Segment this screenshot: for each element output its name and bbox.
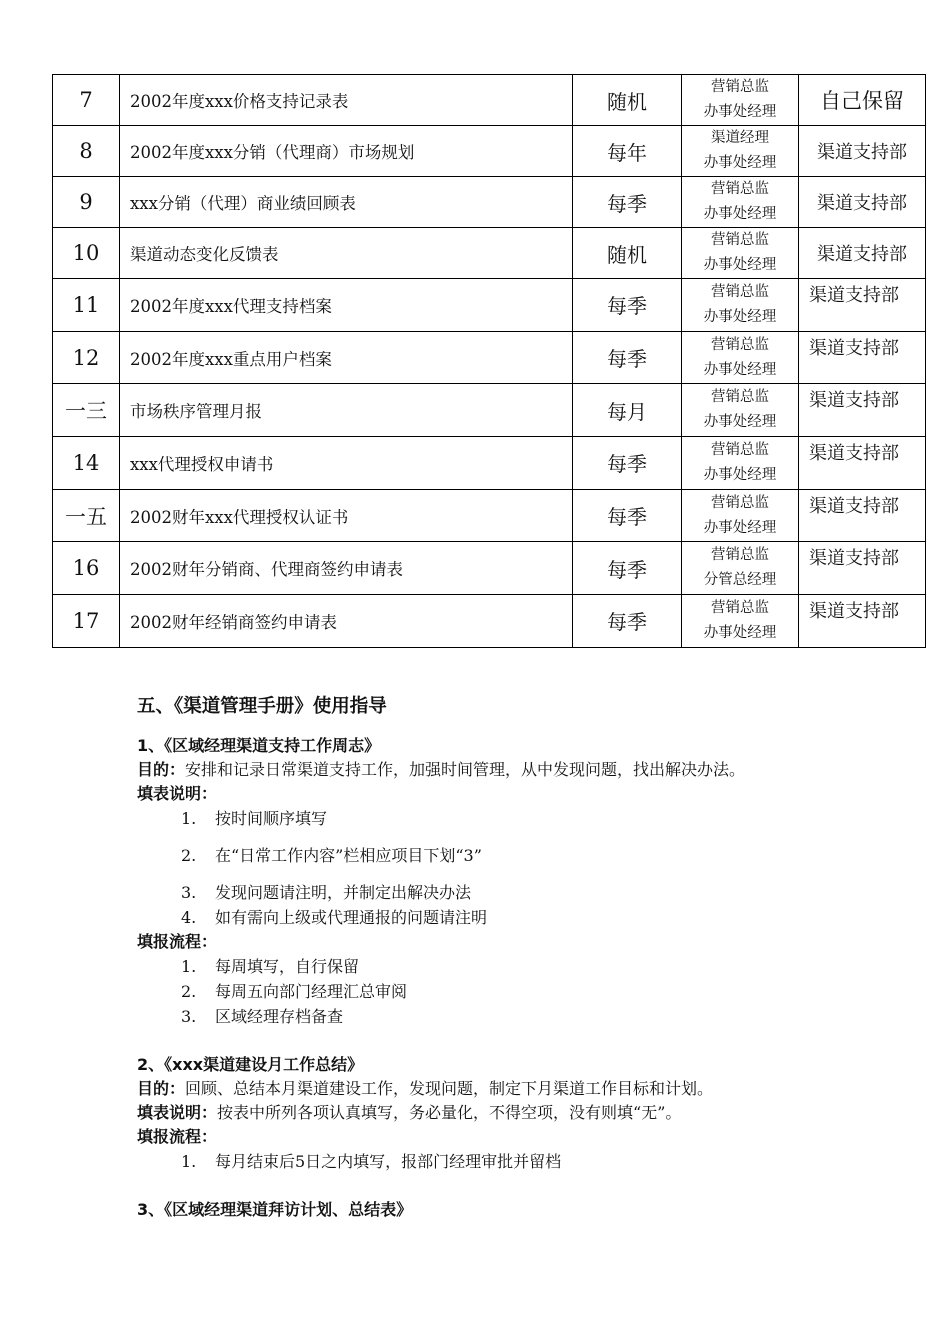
flow-label: 填报流程： — [137, 1127, 218, 1146]
custodian: 渠道支持部 — [799, 228, 926, 279]
approvers — [682, 437, 799, 490]
frequency: 每季 — [573, 177, 682, 228]
approver-1: 营销总监 — [711, 547, 769, 564]
approver-1: 营销总监 — [711, 79, 769, 95]
approver-1: 营销总监 — [711, 336, 769, 353]
approvers — [682, 75, 799, 126]
approver-2: 分管总经理 — [703, 572, 777, 589]
approver-1: 营销总监 — [711, 494, 769, 511]
form-name: 2002财年经销商签约申请表 — [120, 595, 573, 648]
table-row — [53, 384, 926, 437]
table-row — [53, 437, 926, 490]
approvers — [682, 489, 799, 542]
form-name: 2002年度xxx代理支持档案 — [120, 279, 573, 332]
usage-guide-section — [137, 692, 917, 1222]
custodian: 渠道支持部 — [799, 595, 926, 648]
row-number: 17 — [53, 595, 120, 648]
flow-item: 3. 区域经理存档备查 — [181, 1007, 344, 1026]
approvers — [682, 126, 799, 177]
frequency: 每季 — [573, 489, 682, 542]
flow-label: 填报流程： — [137, 932, 218, 951]
table-row — [53, 331, 926, 384]
custodian: 渠道支持部 — [799, 384, 926, 437]
purpose-text: 安排和记录日常渠道支持工作，加强时间管理，从中发现问题，找出解决办法。 — [185, 760, 746, 779]
frequency: 每季 — [573, 331, 682, 384]
custodian: 渠道支持部 — [799, 177, 926, 228]
custodian: 渠道支持部 — [799, 331, 926, 384]
forms-table — [52, 74, 926, 648]
custodian: 渠道支持部 — [799, 437, 926, 490]
approvers — [682, 177, 799, 228]
form-name: 2002年度xxx重点用户档案 — [120, 331, 573, 384]
approver-2: 办事处经理 — [703, 104, 777, 120]
approver-2: 办事处经理 — [703, 466, 777, 483]
approver-1: 营销总监 — [711, 181, 769, 197]
frequency: 每月 — [573, 384, 682, 437]
table-row — [53, 542, 926, 595]
frequency: 每年 — [573, 126, 682, 177]
form-name: xxx分销（代理）商业绩回顾表 — [120, 177, 573, 228]
approver-1: 营销总监 — [711, 599, 769, 616]
row-number: 11 — [53, 279, 120, 332]
forms-table-body — [53, 75, 926, 648]
frequency: 每季 — [573, 595, 682, 648]
approver-1: 营销总监 — [711, 232, 769, 248]
row-number: 16 — [53, 542, 120, 595]
custodian: 渠道支持部 — [799, 279, 926, 332]
approvers — [682, 331, 799, 384]
approver-2: 办事处经理 — [703, 206, 777, 222]
approver-2: 办事处经理 — [703, 624, 777, 641]
table-row — [53, 75, 926, 126]
subsection-2-purpose — [137, 1077, 917, 1101]
approvers — [682, 542, 799, 595]
approver-1: 营销总监 — [711, 389, 769, 406]
fill-text: 按表中所列各项认真填写，务必量化，不得空项，没有则填“无”。 — [217, 1103, 682, 1122]
approvers — [682, 279, 799, 332]
form-name: xxx代理授权申请书 — [120, 437, 573, 490]
approver-1: 营销总监 — [711, 283, 769, 300]
frequency: 每季 — [573, 437, 682, 490]
approver-2: 办事处经理 — [703, 257, 777, 273]
approver-2: 办事处经理 — [703, 155, 777, 171]
approver-2: 办事处经理 — [703, 361, 777, 378]
row-number: 8 — [53, 126, 120, 177]
row-number: 一五 — [53, 489, 120, 542]
row-number: 一三 — [53, 384, 120, 437]
form-name: 2002年度xxx分销（代理商）市场规划 — [120, 126, 573, 177]
row-number: 7 — [53, 75, 120, 126]
fill-instructions-label: 填表说明： — [137, 1103, 218, 1122]
table-row — [53, 489, 926, 542]
approvers — [682, 384, 799, 437]
frequency: 每季 — [573, 542, 682, 595]
flow-item: 2. 每周五向部门经理汇总审阅 — [181, 982, 408, 1001]
flow-item: 1. 每周填写，自行保留 — [181, 957, 360, 976]
approver-1: 渠道经理 — [711, 130, 769, 146]
purpose-label: 目的： — [137, 1079, 186, 1098]
table-row — [53, 177, 926, 228]
subsection-2-fill — [137, 1101, 917, 1125]
form-name: 2002财年xxx代理授权认证书 — [120, 489, 573, 542]
row-number: 9 — [53, 177, 120, 228]
fill-item: 2. 在“日常工作内容”栏相应项目下划“3” — [181, 846, 482, 865]
table-row — [53, 228, 926, 279]
approvers — [682, 228, 799, 279]
row-number: 14 — [53, 437, 120, 490]
table-row — [53, 279, 926, 332]
approver-2: 办事处经理 — [703, 519, 777, 536]
subsection-3-title: 3、《区域经理渠道拜访计划、总结表》 — [137, 1200, 413, 1219]
approver-1: 营销总监 — [711, 441, 769, 458]
custodian: 渠道支持部 — [799, 126, 926, 177]
approver-2: 办事处经理 — [703, 308, 777, 325]
frequency: 随机 — [573, 75, 682, 126]
purpose-label: 目的： — [137, 760, 186, 779]
section-title: 五、《渠道管理手册》使用指导 — [137, 696, 387, 717]
row-number: 10 — [53, 228, 120, 279]
row-number: 12 — [53, 331, 120, 384]
fill-item: 4. 如有需向上级或代理通报的问题请注明 — [181, 908, 488, 927]
fill-item: 1. 按时间顺序填写 — [181, 809, 328, 828]
form-name: 2002财年分销商、代理商签约申请表 — [120, 542, 573, 595]
table-row — [53, 126, 926, 177]
fill-item: 3. 发现问题请注明，并制定出解决办法 — [181, 883, 472, 902]
custodian: 渠道支持部 — [799, 542, 926, 595]
table-row — [53, 595, 926, 648]
form-name: 2002年度xxx价格支持记录表 — [120, 75, 573, 126]
custodian: 渠道支持部 — [799, 489, 926, 542]
form-name: 渠道动态变化反馈表 — [120, 228, 573, 279]
custodian: 自己保留 — [799, 75, 926, 126]
frequency: 随机 — [573, 228, 682, 279]
purpose-text: 回顾、总结本月渠道建设工作，发现问题，制定下月渠道工作目标和计划。 — [185, 1079, 714, 1098]
subsection-2-title: 2、《xxx渠道建设月工作总结》 — [137, 1055, 364, 1074]
subsection-1-purpose — [137, 758, 917, 782]
flow-item: 1. 每月结束后5日之内填写，报部门经理审批并留档 — [181, 1152, 562, 1171]
frequency: 每季 — [573, 279, 682, 332]
form-name: 市场秩序管理月报 — [120, 384, 573, 437]
subsection-1-title: 1、《区域经理渠道支持工作周志》 — [137, 736, 381, 755]
fill-instructions-label: 填表说明： — [137, 784, 218, 803]
approver-2: 办事处经理 — [703, 414, 777, 431]
approvers — [682, 595, 799, 648]
